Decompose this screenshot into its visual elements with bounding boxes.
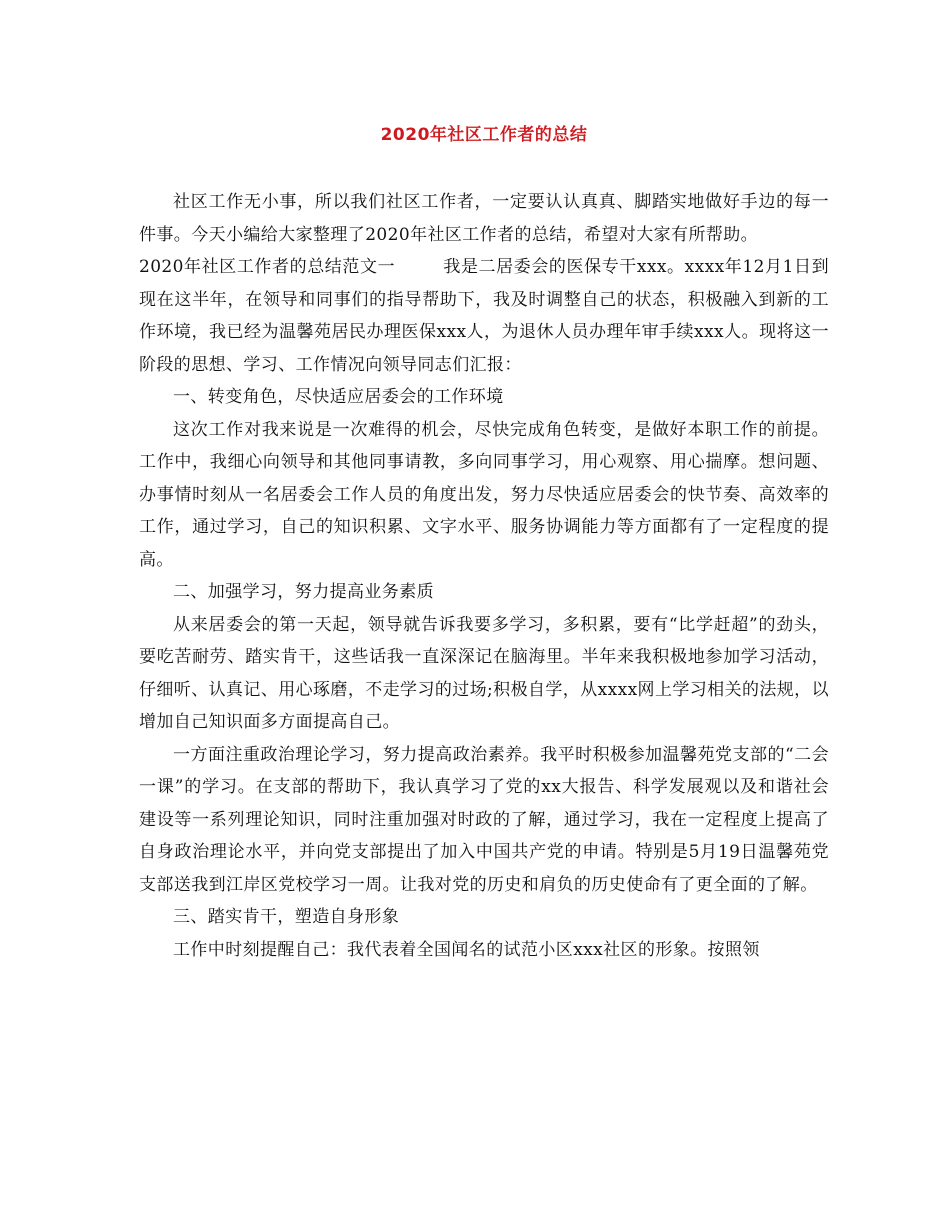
example-paragraph: [139, 251, 829, 381]
section-heading-3: 三、踏实肯干，塑造自身形象: [173, 907, 400, 927]
paragraph-3: 从来居委会的第一天起，领导就告诉我要多学习，多积累，要有“比学赶超”的劲头，要吃苦耐劳、踏实肯干，这些话我一直深深记在脑海里。半年来我积极地参加学习活动，仔细听、认真记、用心琢磨，不走学习的过场;积极自学，从xxxx网上学习相关的法规，以增加自己知识面多方面提高自己。: [139, 614, 829, 732]
paragraph-5: 工作中时刻提醒自己：我代表着全国闻名的试范小区xxx社区的形象。按照领: [173, 939, 760, 960]
document-title: 2020年社区工作者的总结: [380, 125, 588, 145]
example-heading: 2020年社区工作者的总结范文一: [139, 257, 396, 277]
section-heading-1: 一、转变角色，尽快适应居委会的工作环境: [173, 387, 504, 407]
paragraph-4: 一方面注重政治理论学习，努力提高政治素养。我平时积极参加温馨苑党支部的“二会一课”的学习。在支部的帮助下，我认真学习了党的xx大报告、科学发展观以及和谐社会建设等一系列理论知识，同时注重加强对时政的了解，通过学习，我在一定程度上提高了自身政治理论水平，并向党支部提出了加入中国共产党的申请。特别是5月19日温馨苑党支部送我到江岸区党校学习一周。让我对党的历史和肩负的历史使命有了更全面的了解。: [139, 744, 829, 895]
document-page: [139, 120, 829, 966]
section-heading-2: 二、加强学习，努力提高业务素质: [173, 582, 434, 602]
paragraph-1: 我是二居委会的医保专干xxx。xxxx年12月1日到现在这半年，在领导和同事们的指导帮助下，我及时调整自己的状态，积极融入到新的工作环境，我已经为温馨苑居民办理医保xxx人，为退休人员办理年审手续xxx人。现将这一阶段的思想、学习、工作情况向领导同志们汇报：: [139, 257, 829, 375]
paragraph-2: 这次工作对我来说是一次难得的机会，尽快完成角色转变，是做好本职工作的前提。工作中，我细心向领导和其他同事请教，多向同事学习，用心观察、用心揣摩。想问题、办事情时刻从一名居委会工作人员的角度出发，努力尽快适应居委会的快节奏、高效率的工作，通过学习，自己的知识积累、文字水平、服务协调能力等方面都有了一定程度的提高。: [139, 419, 829, 570]
intro-paragraph: 社区工作无小事，所以我们社区工作者，一定要认认真真、脚踏实地做好手边的每一件事。今天小编给大家整理了2020年社区工作者的总结，希望对大家有所帮助。: [139, 192, 829, 245]
